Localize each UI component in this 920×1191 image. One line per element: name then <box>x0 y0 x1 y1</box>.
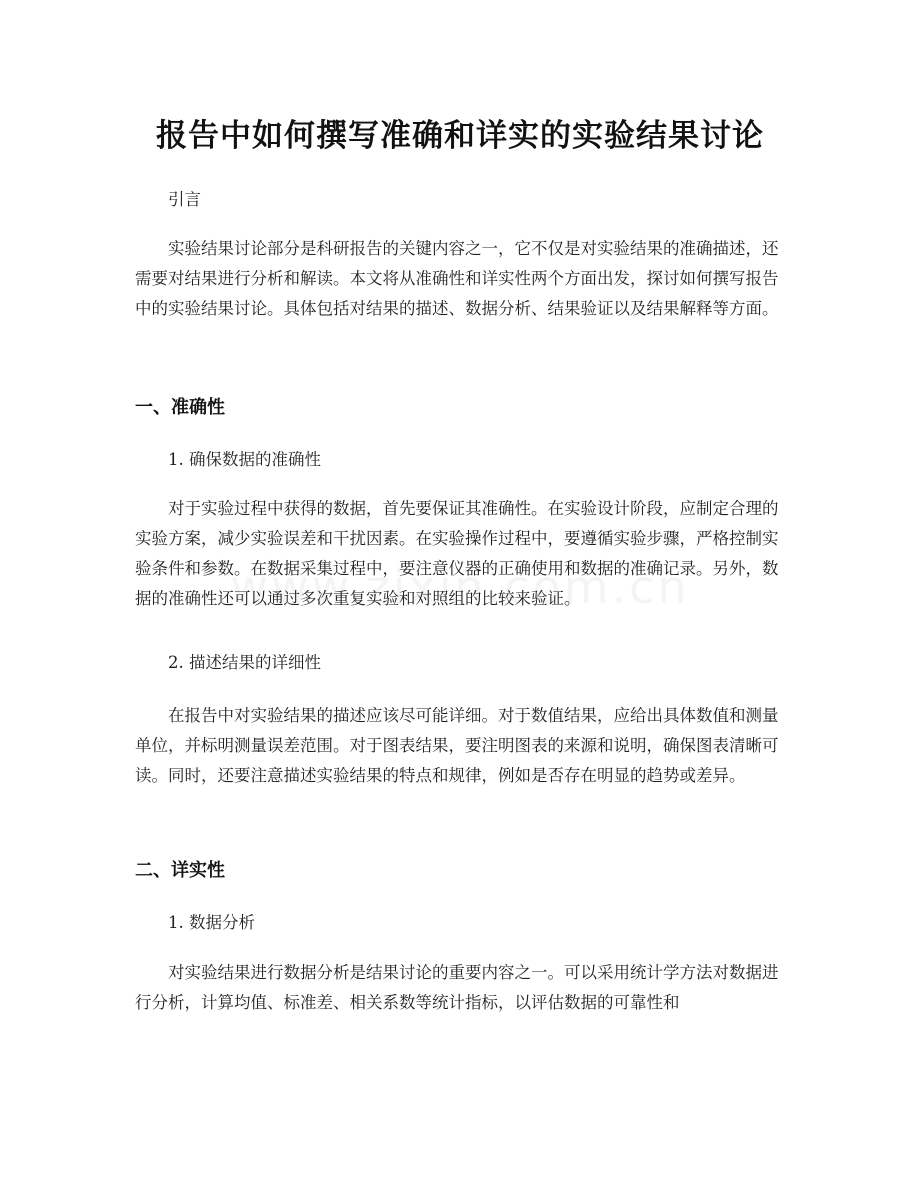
paragraph-data-analysis: 对实验结果进行数据分析是结果讨论的重要内容之一。可以采用统计学方法对数据进行分析，计算均值、标准差、相关系数等统计指标，以评估数据的可靠性和 <box>135 963 779 1012</box>
page-title: 报告中如何撰写准确和详实的实验结果讨论 <box>156 118 764 154</box>
intro-paragraph: 实验结果讨论部分是科研报告的关键内容之一，它不仅是对实验结果的准确描述，还需要对结果进行分析和解读。本文将从准确性和详实性两个方面出发，探讨如何撰写报告中的实验结果讨论。具体包括对结果的描述、数据分析、结果验证以及结果解释等方面。 <box>135 239 779 318</box>
subheading-data-accuracy: 1. 确保数据的准确性 <box>168 450 321 469</box>
intro-label: 引言 <box>168 190 201 209</box>
paragraph-data-accuracy: 对于实验过程中获得的数据，首先要保证其准确性。在实验设计阶段，应制定合理的实验方案，减少实验误差和干扰因素。在实验操作过程中，要遵循实验步骤，严格控制实验条件和参数。在数据采集过程中，要注意仪器的正确使用和数据的准确记录。另外，数据的准确性还可以通过多次重复实验和对照组的比较来验证。 <box>135 499 779 608</box>
subheading-result-detail: 2. 描述结果的详细性 <box>168 653 321 672</box>
section-heading-detail: 二、详实性 <box>135 860 225 881</box>
paragraph-result-detail: 在报告中对实验结果的描述应该尽可能详细。对于数值结果，应给出具体数值和测量单位，并标明测量误差范围。对于图表结果，要注明图表的来源和说明，确保图表清晰可读。同时，还要注意描述实验结果的特点和规律，例如是否存在明显的趋势或差异。 <box>135 706 779 785</box>
section-heading-accuracy: 一、准确性 <box>135 397 225 418</box>
subheading-data-analysis: 1. 数据分析 <box>168 913 255 932</box>
